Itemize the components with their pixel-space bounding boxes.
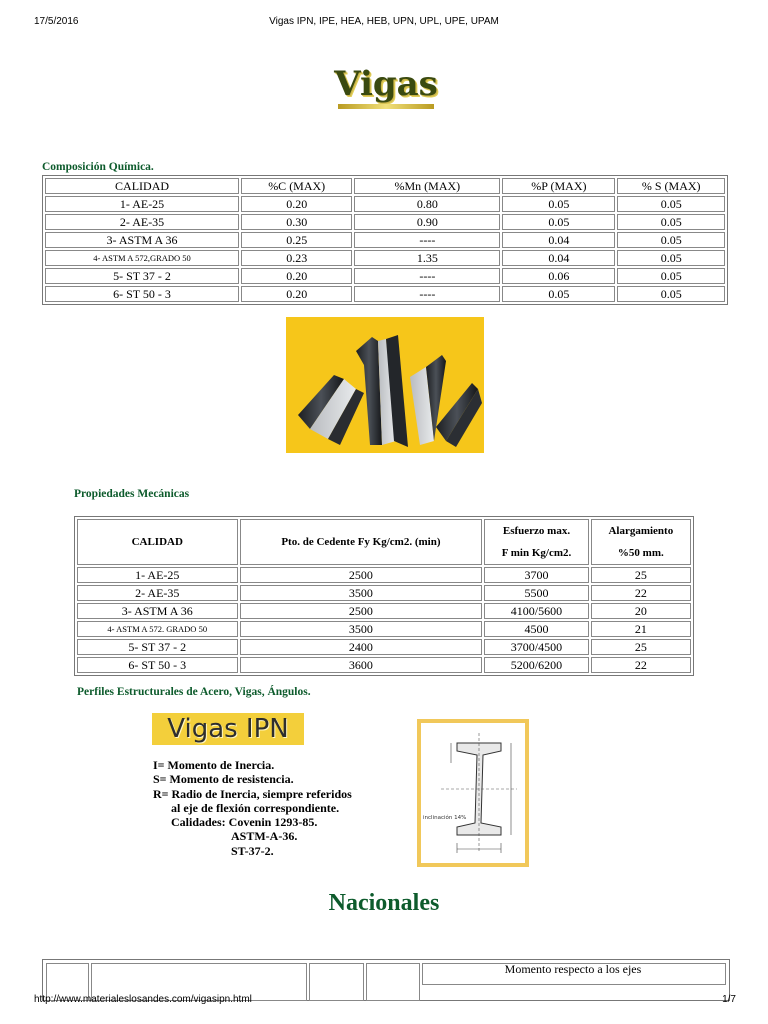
ipn-line: al eje de flexión correspondiente.	[171, 800, 340, 815]
table-cell: 0.20	[241, 286, 352, 302]
table-cell: 0.90	[354, 214, 500, 230]
chem-header-cell: % S (MAX)	[617, 178, 725, 194]
mech-header-esfuerzo-line1: Esfuerzo max.	[502, 525, 571, 537]
nacionales-heading: Nacionales	[328, 890, 440, 916]
page-url: http://www.materialeslosandes.com/vigasipn.html	[34, 994, 252, 1005]
table-cell: 0.04	[502, 232, 615, 248]
table-cell: 0.23	[241, 250, 352, 266]
vigas-logo-underline	[338, 104, 434, 109]
mech-header-alarg-line2: %50 mm.	[617, 547, 664, 559]
table-cell: 22	[591, 657, 691, 673]
table-cell: 3600	[240, 657, 483, 673]
vigas-ipn-logo	[152, 713, 304, 745]
table-cell: 3700	[484, 567, 588, 583]
table-cell: ----	[354, 286, 500, 302]
table-cell: ----	[354, 268, 500, 284]
table-row	[77, 585, 691, 601]
table-cell: 1.35	[354, 250, 500, 266]
table-cell: 0.05	[617, 214, 725, 230]
table-row	[45, 196, 725, 212]
table-cell: 2400	[240, 639, 483, 655]
table-cell: 1- AE-25	[45, 196, 239, 212]
table-cell: 0.20	[241, 196, 352, 212]
table-cell: 2500	[240, 603, 483, 619]
mech-header-cedente: Pto. de Cedente Fy Kg/cm2. (min)	[240, 519, 483, 565]
chemical-section-title: Composición Química.	[42, 161, 154, 173]
ipn-line: ASTM-A-36.	[231, 829, 298, 844]
ipn-description	[153, 758, 352, 858]
table-cell: 3- ASTM A 36	[77, 603, 238, 619]
table-cell: 5200/6200	[484, 657, 588, 673]
table-cell: 1- AE-25	[77, 567, 238, 583]
table-row	[45, 232, 725, 248]
vigas-logo-text: Vigas	[334, 64, 438, 104]
chemical-table	[42, 175, 728, 305]
table-cell: 0.05	[617, 232, 725, 248]
table-cell: 25	[591, 639, 691, 655]
table-cell: 4500	[484, 621, 588, 637]
momento-header: Momento respecto a los ejes	[504, 962, 642, 976]
table-row	[45, 250, 725, 266]
table-cell: 0.05	[617, 268, 725, 284]
ipn-line: R= Radio de Inercia, siempre referidos	[153, 786, 352, 801]
table-cell: 5- ST 37 - 2	[77, 639, 238, 655]
table-cell: 2- AE-35	[77, 585, 238, 601]
table-cell: 0.06	[502, 268, 615, 284]
vigas-logo	[334, 64, 438, 110]
table-row	[45, 214, 725, 230]
chem-header-cell: CALIDAD	[45, 178, 239, 194]
mech-header-calidad: CALIDAD	[77, 519, 238, 565]
ipn-line: S= Momento de resistencia.	[153, 772, 294, 787]
table-cell: 0.05	[502, 286, 615, 302]
table-cell: 6- ST 50 - 3	[45, 286, 239, 302]
mech-header-esfuerzo	[484, 519, 588, 565]
mech-header-esfuerzo-line2: F min Kg/cm2.	[501, 547, 572, 559]
table-cell: 22	[591, 585, 691, 601]
table-cell: 3500	[240, 621, 483, 637]
table-cell: 5- ST 37 - 2	[45, 268, 239, 284]
table-cell: 0.80	[354, 196, 500, 212]
table-cell: 0.05	[617, 286, 725, 302]
print-date: 17/5/2016	[34, 16, 79, 27]
perfiles-section-title: Perfiles Estructurales de Acero, Vigas, Ángulos.	[77, 686, 311, 698]
table-cell: 21	[591, 621, 691, 637]
table-cell: 3700/4500	[484, 639, 588, 655]
mechanical-table	[74, 516, 694, 676]
table-cell: 4- ASTM A 572. GRADO 50	[77, 621, 238, 637]
ipn-line: I= Momento de Inercia.	[153, 758, 275, 772]
table-cell: 20	[591, 603, 691, 619]
table-cell	[366, 963, 420, 1001]
ipn-line: ST-37-2.	[231, 843, 274, 858]
table-row	[77, 621, 691, 637]
diagram-inclination-label: inclinación 14%	[423, 815, 467, 821]
table-cell: 4100/5600	[484, 603, 588, 619]
table-row	[77, 567, 691, 583]
ipn-section-diagram	[417, 719, 529, 867]
table-row	[77, 657, 691, 673]
vigas-ipn-logo-text: Vigas IPN	[167, 714, 289, 744]
table-row	[77, 639, 691, 655]
table-cell: 2500	[240, 567, 483, 583]
print-title: Vigas IPN, IPE, HEA, HEB, UPN, UPL, UPE, UPAM	[269, 16, 499, 27]
table-row	[77, 603, 691, 619]
table-cell: 0.05	[617, 196, 725, 212]
table-cell: 5500	[484, 585, 588, 601]
steel-beams-photo	[286, 317, 484, 453]
table-cell: 0.05	[502, 214, 615, 230]
steel-beams-illustration	[286, 317, 484, 453]
table-cell: 0.05	[502, 196, 615, 212]
table-cell: 4- ASTM A 572,GRADO 50	[45, 250, 239, 266]
table-cell: 0.25	[241, 232, 352, 248]
table-cell: 3- ASTM A 36	[45, 232, 239, 248]
chem-header-cell: %C (MAX)	[241, 178, 352, 194]
table-row	[45, 268, 725, 284]
table-cell: 0.20	[241, 268, 352, 284]
table-cell: 6- ST 50 - 3	[77, 657, 238, 673]
table-cell: 0.30	[241, 214, 352, 230]
mech-header-alarg-line1: Alargamiento	[608, 525, 674, 537]
table-cell: ----	[354, 232, 500, 248]
mech-header-alargamiento	[591, 519, 691, 565]
table-cell: 3500	[240, 585, 483, 601]
chem-header-cell: %Mn (MAX)	[354, 178, 500, 194]
chem-header-cell: %P (MAX)	[502, 178, 615, 194]
table-row	[45, 286, 725, 302]
ipn-line: Calidades: Covenin 1293-85.	[171, 815, 318, 830]
ipn-profile-drawing	[421, 723, 525, 863]
table-cell: 0.05	[617, 250, 725, 266]
mechanical-section-title: Propiedades Mecánicas	[74, 488, 190, 500]
table-cell: 0.04	[502, 250, 615, 266]
page-number: 1/7	[722, 994, 736, 1005]
table-cell	[309, 963, 364, 1001]
table-cell: 25	[591, 567, 691, 583]
table-cell: 2- AE-35	[45, 214, 239, 230]
